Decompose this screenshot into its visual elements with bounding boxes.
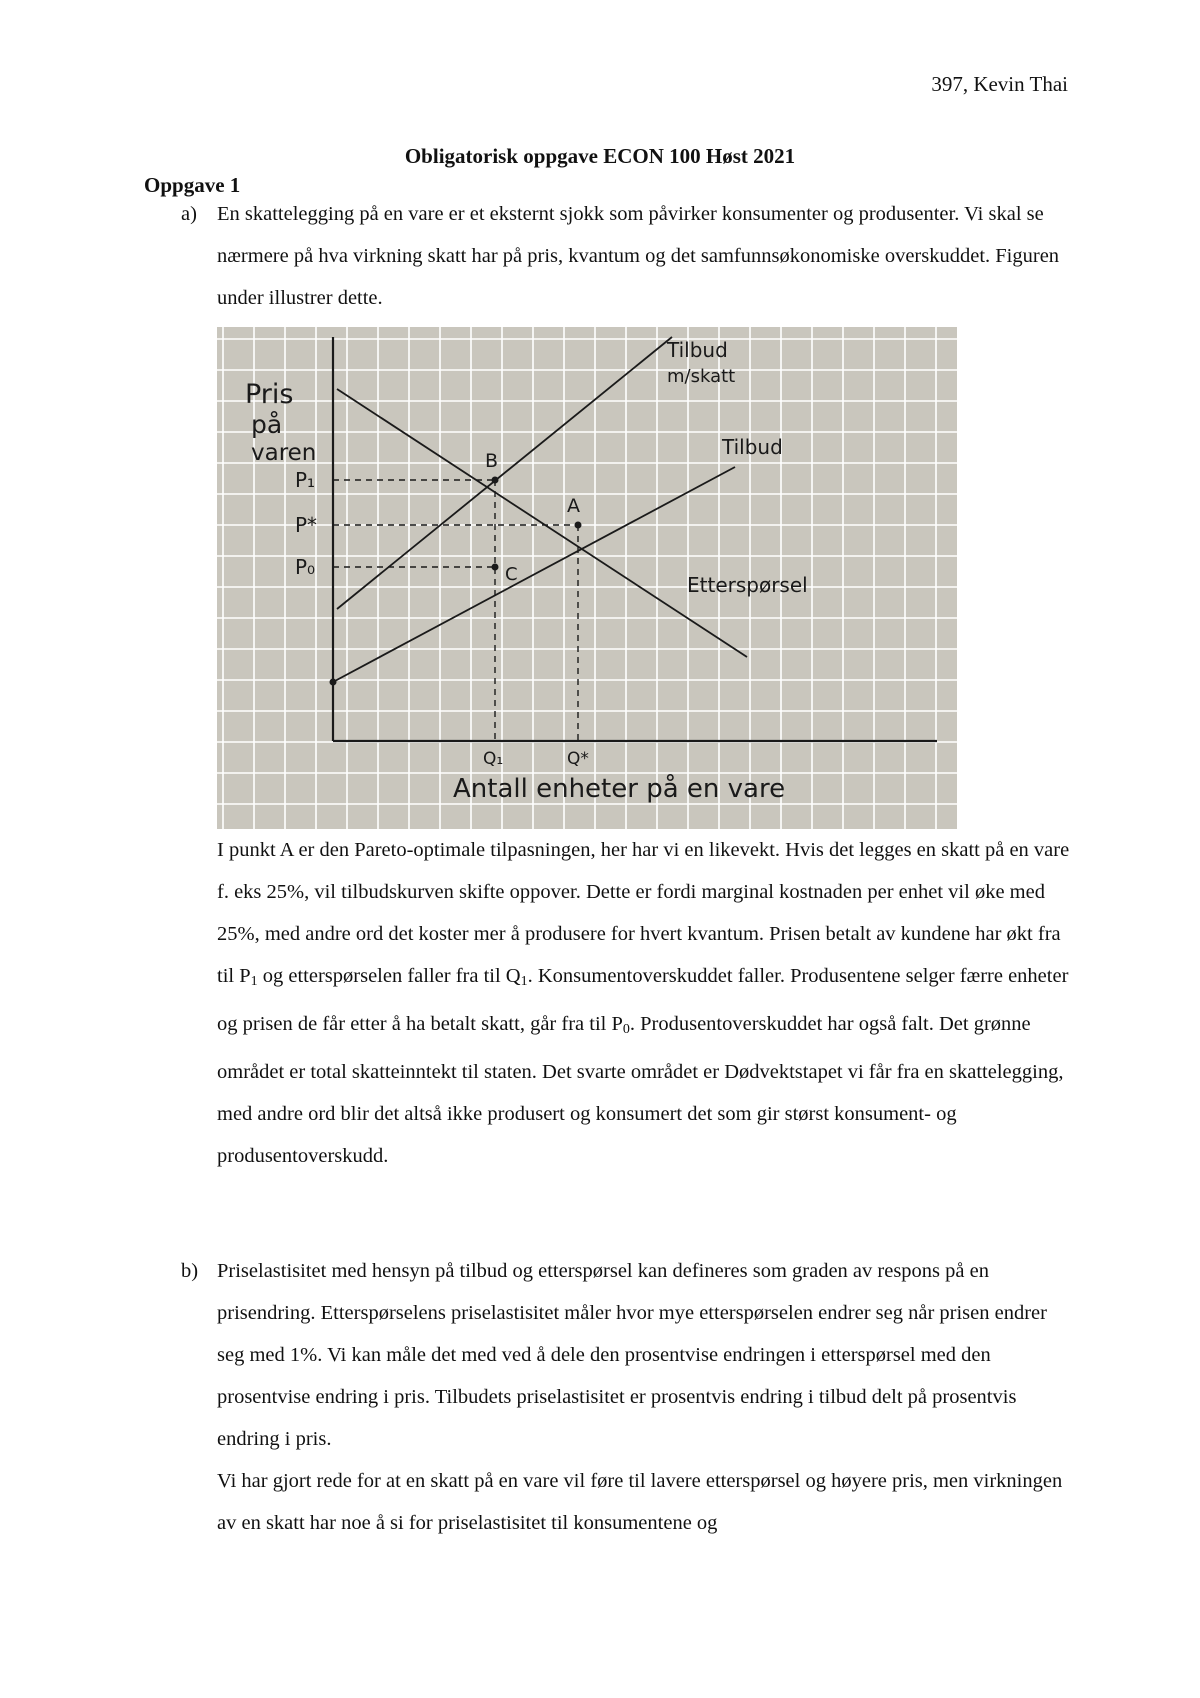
part-a-body-4: . Produsentoverskuddet har også falt. Det grønne området er total skatteinntekt til staten. Det svarte området er Dødvektstapet vi får fra en skattelegging, med andre ord blir det altså ikke produsert og konsumert det som gir størst konsument- og produsentoverskudd. [217, 1013, 1064, 1167]
supply-intercept-marker [330, 679, 337, 686]
y-axis-label-line-2: på [251, 410, 283, 439]
y-axis-label-line-3: varen [251, 440, 317, 466]
qty-q1-label: Q₁ [483, 749, 504, 769]
price-star-label: P* [295, 513, 318, 537]
supply-with-tax-label-line-2: m/skatt [667, 366, 736, 387]
part-a-intro: En skattelegging på en vare er et eksternt sjokk som påvirker konsumenter og produsenter. Vi skal se nærmere på hva virkning skatt har på pris, kvantum og det samfunnsøkonomiske overskuddet. Figuren under illustrer dette. [217, 203, 1060, 309]
supply-demand-figure [217, 327, 957, 829]
point-b-marker [492, 477, 499, 484]
part-b-definition: Priselastisitet med hensyn på tilbud og etterspørsel kan defineres som graden av respons på en prisendring. Etterspørselens priselastisitet måler hvor mye etterspørselen endrer seg når prisen endrer seg med 1%. Vi kan måle det med ved å dele den prosentvise endringen i etterspørsel med den prosentvise endring i pris. Tilbudets priselastisitet er prosentvis endring i tilbud delt på prosentvis endring i pris. [217, 1260, 1047, 1450]
point-a-label: A [567, 495, 580, 517]
part-b-continuation: Vi har gjort rede for at en skatt på en vare vil føre til lavere etterspørsel og høyere pris, men virkningen av en skatt har noe å si for priselastisitet til konsumentene og [217, 1470, 1063, 1534]
p1-subscript: 1 [250, 974, 258, 989]
demand-curve [337, 389, 747, 657]
document-title: Obligatorisk oppgave ECON 100 Høst 2021 [404, 144, 796, 168]
price-p1-label: P₁ [295, 468, 316, 492]
section-heading: Oppgave 1 [144, 173, 241, 197]
x-axis-label: Antall enheter på en vare [453, 774, 786, 804]
p0-subscript: 0 [622, 1022, 630, 1037]
author-header: 397, Kevin Thai [931, 72, 1068, 96]
qty-star-label: Q* [567, 749, 589, 769]
price-p0-label: P₀ [295, 555, 316, 579]
part-b-marker: b) [181, 1260, 199, 1282]
part-a-body-3: . Konsumentoverskuddet faller. Produsentene selger færre enheter og prisen de får etter å ha betalt skatt, går fra til P [217, 965, 1069, 1035]
point-c-marker [492, 564, 499, 571]
point-c-label: C [505, 564, 518, 585]
q1-subscript: 1 [520, 974, 528, 989]
part-a-body-1: I punkt A er den Pareto-optimale tilpasningen, her har vi en likevekt. Hvis det legges en skatt på en vare f. eks 25%, vil tilbudskurven skifte oppover. Dette er fordi marginal kostnaden per enhet vil øke med 25%, med andre ord det koster mer å produsere for hvert kvantum. Prisen betalt av kundene har økt fra til P [217, 839, 1070, 987]
supply-demand-diagram [217, 327, 957, 829]
y-axis-label-line-1: Pris [245, 379, 294, 410]
part-a-explanation [217, 829, 1077, 1177]
point-a-marker [575, 522, 582, 529]
supply-with-tax-label-line-1: Tilbud [667, 338, 728, 362]
supply-label: Tilbud [722, 435, 783, 459]
demand-label: Etterspørsel [687, 573, 808, 597]
part-a-marker: a) [181, 203, 197, 225]
part-a-body-2: og etterspørselen faller fra til Q [257, 965, 521, 987]
point-b-label: B [485, 450, 499, 472]
